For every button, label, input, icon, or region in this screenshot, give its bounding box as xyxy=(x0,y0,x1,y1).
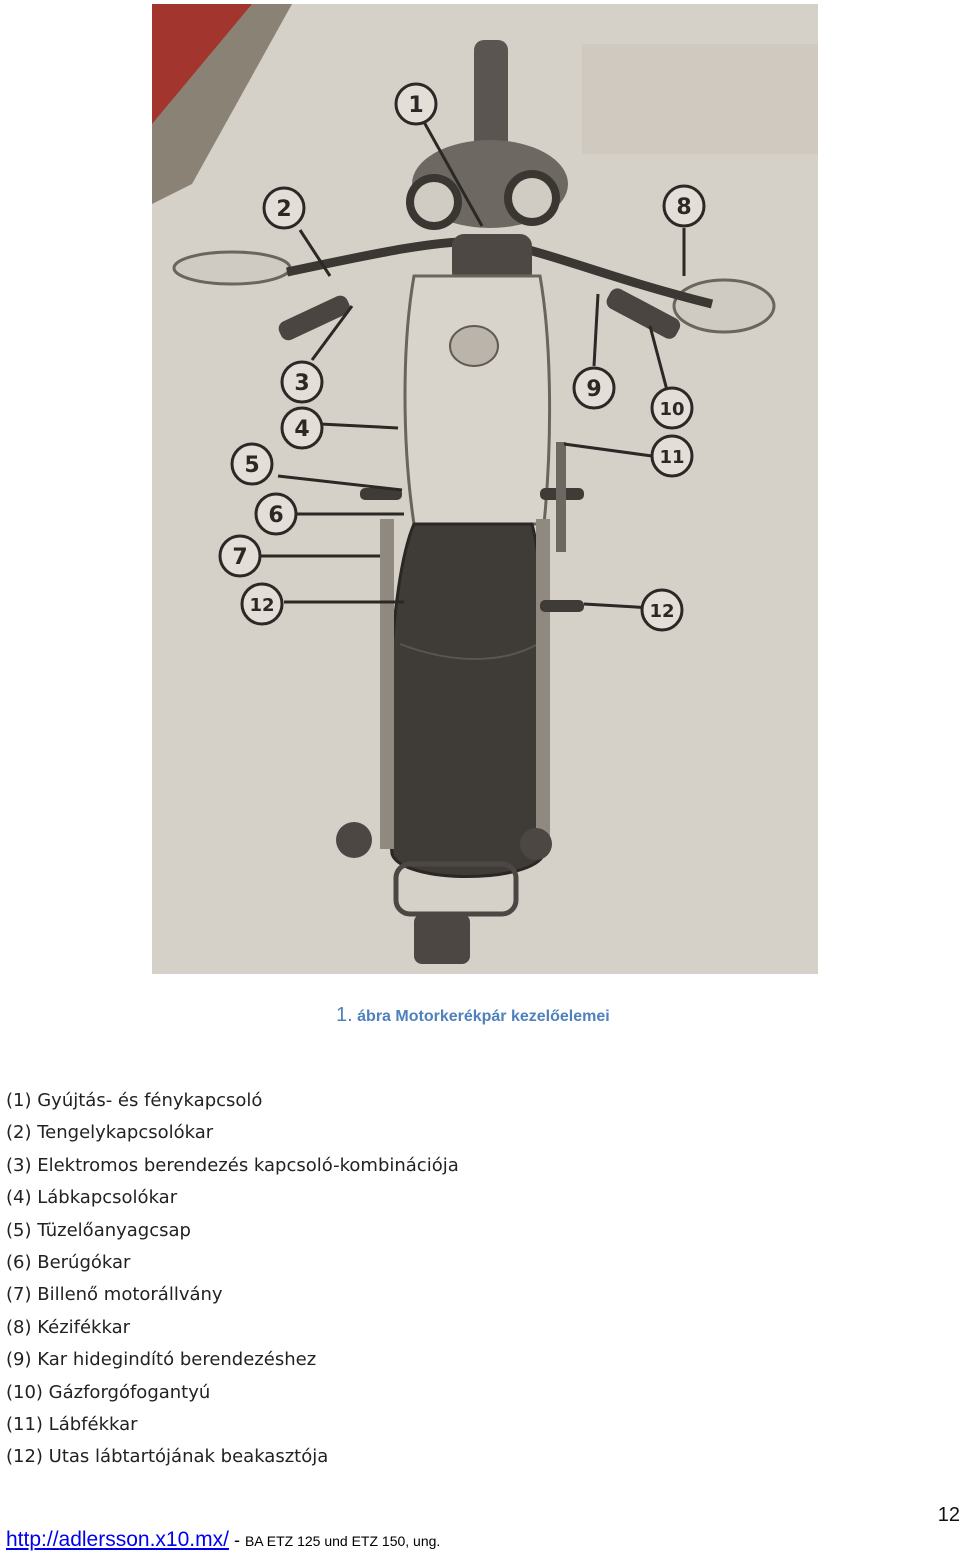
callout-10: 10 xyxy=(659,399,685,420)
callout-7: 7 xyxy=(232,545,248,570)
legend-item: (12) Utas lábtartójának beakasztója xyxy=(6,1446,329,1468)
footer-separator: - xyxy=(228,1530,245,1550)
callout-11: 11 xyxy=(659,447,685,468)
callout-8: 8 xyxy=(676,195,692,220)
parts-legend xyxy=(6,1085,459,1474)
callout-3: 3 xyxy=(294,371,310,396)
legend-item: (8) Kézifékkar xyxy=(6,1316,131,1338)
legend-item: (6) Berúgókar xyxy=(6,1251,131,1273)
legend-item: (4) Lábkapcsolókar xyxy=(6,1187,178,1209)
legend-item: (7) Billenő motorállvány xyxy=(6,1284,223,1306)
figure-caption-text: ábra Motorkerékpár kezelőelemei xyxy=(357,1008,610,1025)
legend-item: (11) Lábfékkar xyxy=(6,1413,138,1435)
callout-2: 2 xyxy=(276,197,292,222)
callout-5: 5 xyxy=(244,453,260,478)
footer-text: BA ETZ 125 und ETZ 150, ung. xyxy=(244,1533,441,1549)
motorcycle-photo xyxy=(152,4,818,974)
page-number: 12 xyxy=(937,1504,960,1526)
callout-6: 6 xyxy=(268,503,284,528)
callout-9: 9 xyxy=(586,377,602,402)
legend-item: (5) Tüzelőanyagcsap xyxy=(6,1219,191,1241)
page-footer xyxy=(6,1528,440,1552)
figure-caption xyxy=(336,1004,610,1027)
footer-link[interactable]: http://adlersson.x10.mx/ xyxy=(6,1528,229,1551)
legend-item: (10) Gázforgófogantyú xyxy=(6,1381,211,1403)
legend-item: (2) Tengelykapcsolókar xyxy=(6,1122,214,1144)
callout-1: 1 xyxy=(408,93,424,118)
callout-12-right: 12 xyxy=(649,601,675,622)
figure-caption-number: 1. xyxy=(336,1004,353,1026)
legend-item: (3) Elektromos berendezés kapcsoló-kombinációja xyxy=(6,1154,459,1176)
legend-item: (9) Kar hidegindító berendezéshez xyxy=(6,1349,317,1371)
callout-12-left: 12 xyxy=(249,595,275,616)
callout-4: 4 xyxy=(294,417,310,442)
legend-item: (1) Gyújtás- és fénykapcsoló xyxy=(6,1090,263,1111)
